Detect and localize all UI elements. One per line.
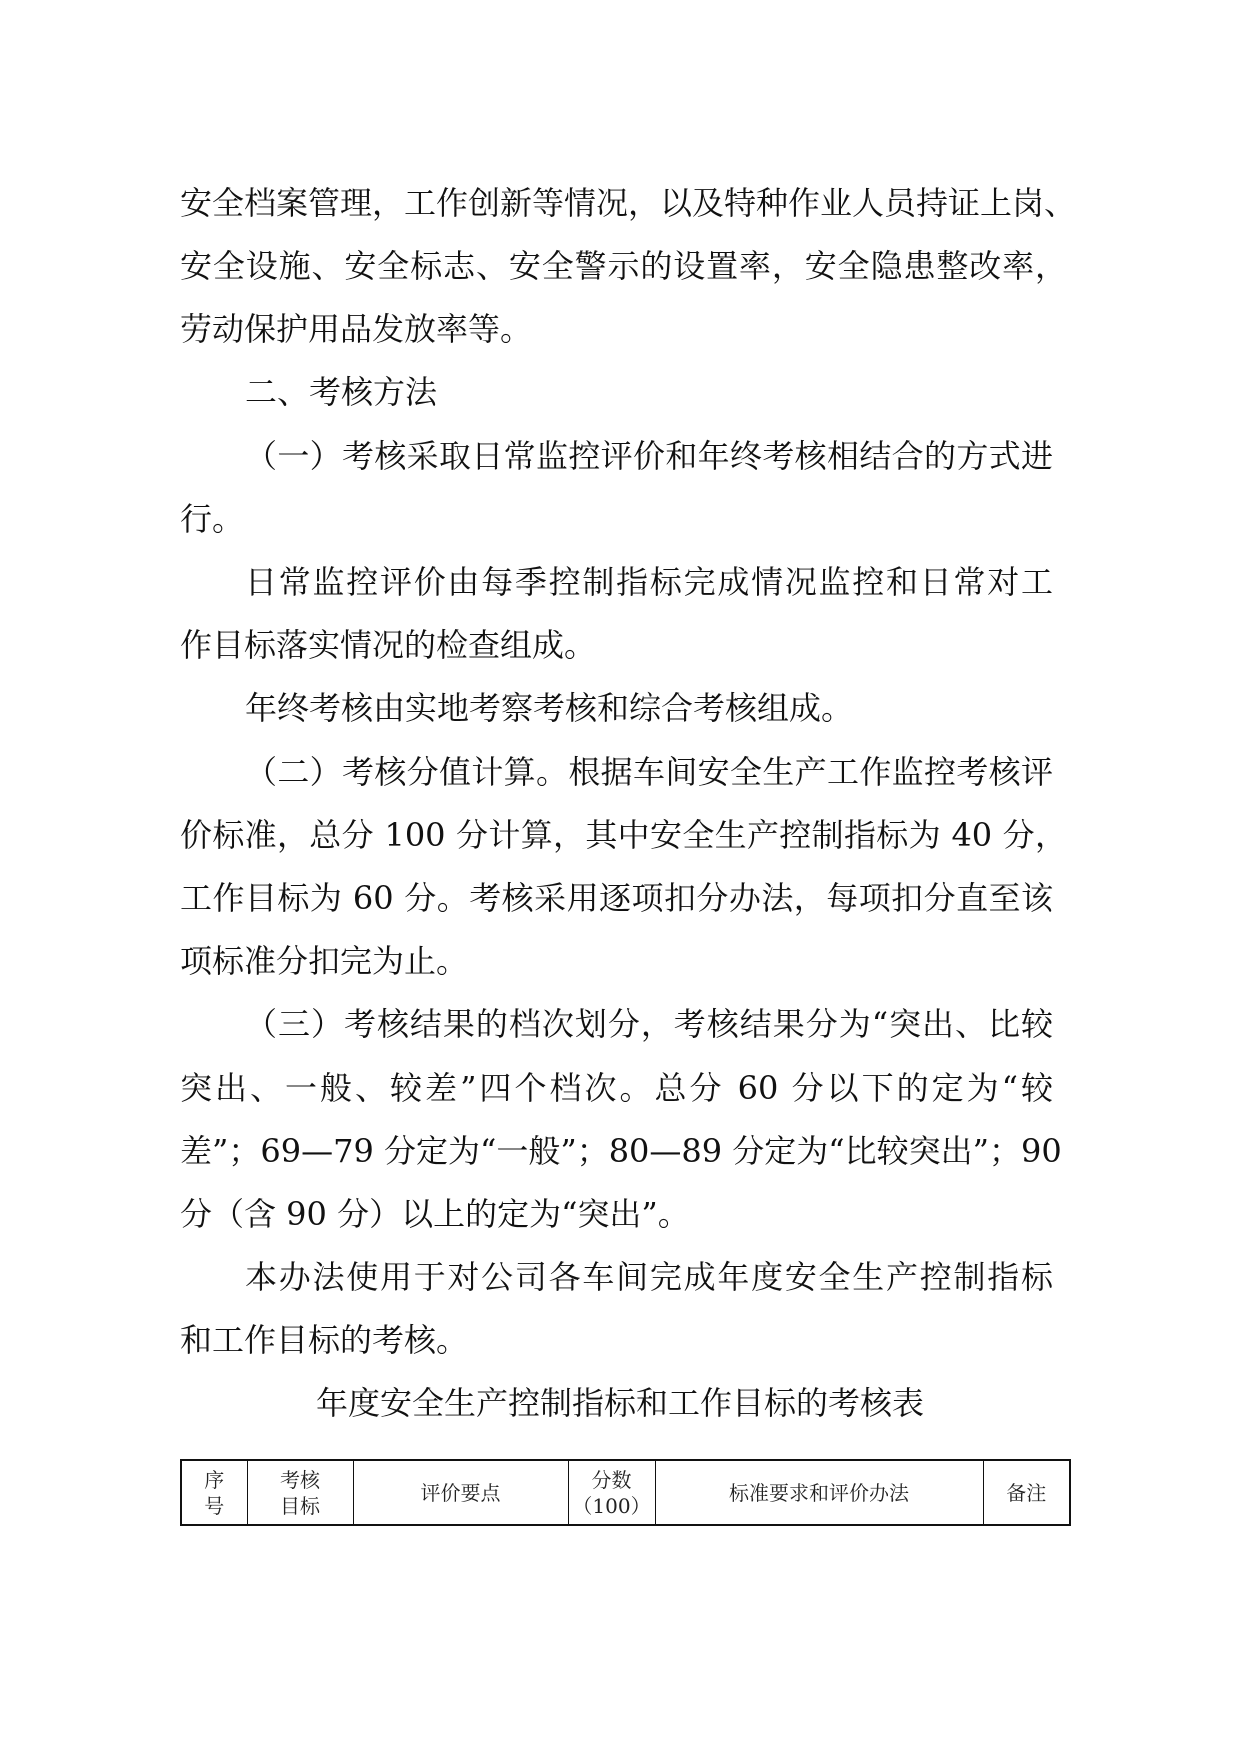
header-seq-line-2: 号 <box>204 1493 225 1518</box>
section-heading: 二、考核方法 <box>245 373 438 411</box>
body-line-18: 本办法使用于对公司各车间完成年度安全生产控制指标 <box>245 1258 1053 1296</box>
assessment-table <box>180 1459 1071 1526</box>
body-line-12: 工作目标为 60 分。考核采用逐项扣分办法，每项扣分直至该 <box>180 879 1053 917</box>
body-line-14: （三）考核结果的档次划分，考核结果分为“突出、比较 <box>245 1005 1053 1043</box>
table-title: 年度安全生产控制指标和工作目标的考核表 <box>315 1384 924 1422</box>
body-line-15: 突出、一般、较差”四个档次。总分 60 分以下的定为“较 <box>180 1069 1053 1107</box>
body-line-10: （二）考核分值计算。根据车间安全生产工作监控考核评 <box>245 753 1053 791</box>
header-seq-line-1: 序 <box>204 1467 225 1492</box>
body-line-11: 价标准，总分 100 分计算，其中安全生产控制指标为 40 分， <box>180 816 1067 854</box>
body-line-9: 年终考核由实地考察考核和综合考核组成。 <box>245 689 854 727</box>
body-line-19: 和工作目标的考核。 <box>180 1321 469 1359</box>
header-seq <box>181 1460 247 1525</box>
body-line-16: 差”；69—79 分定为“一般”；80—89 分定为“比较突出”；90 <box>180 1132 1062 1170</box>
header-score-line-2: （100） <box>572 1493 651 1518</box>
body-line-6: 行。 <box>180 500 245 538</box>
table-header-row <box>181 1460 1070 1525</box>
body-line-13: 项标准分扣完为止。 <box>180 942 469 980</box>
header-points: 评价要点 <box>353 1460 568 1525</box>
body-line-7: 日常监控评价由每季控制指标完成情况监控和日常对工 <box>245 563 1053 601</box>
header-remarks: 备注 <box>983 1460 1070 1525</box>
header-score <box>568 1460 655 1525</box>
body-line-1: 安全档案管理，工作创新等情况，以及特种作业人员持证上岗、 <box>180 184 1077 222</box>
body-line-8: 作目标落实情况的检查组成。 <box>180 626 597 664</box>
body-line-17: 分（含 90 分）以上的定为“突出”。 <box>180 1195 690 1233</box>
body-line-2: 安全设施、安全标志、安全警示的设置率，安全隐患整改率， <box>180 247 1067 285</box>
header-standard: 标准要求和评价办法 <box>655 1460 983 1525</box>
header-score-line-1: 分数 <box>591 1467 632 1492</box>
header-target-line-1: 考核 <box>280 1467 320 1492</box>
body-line-5: （一）考核采取日常监控评价和年终考核相结合的方式进 <box>245 437 1053 475</box>
header-target-line-2: 目标 <box>280 1493 320 1518</box>
header-target <box>247 1460 353 1525</box>
body-line-3: 劳动保护用品发放率等。 <box>180 310 533 348</box>
